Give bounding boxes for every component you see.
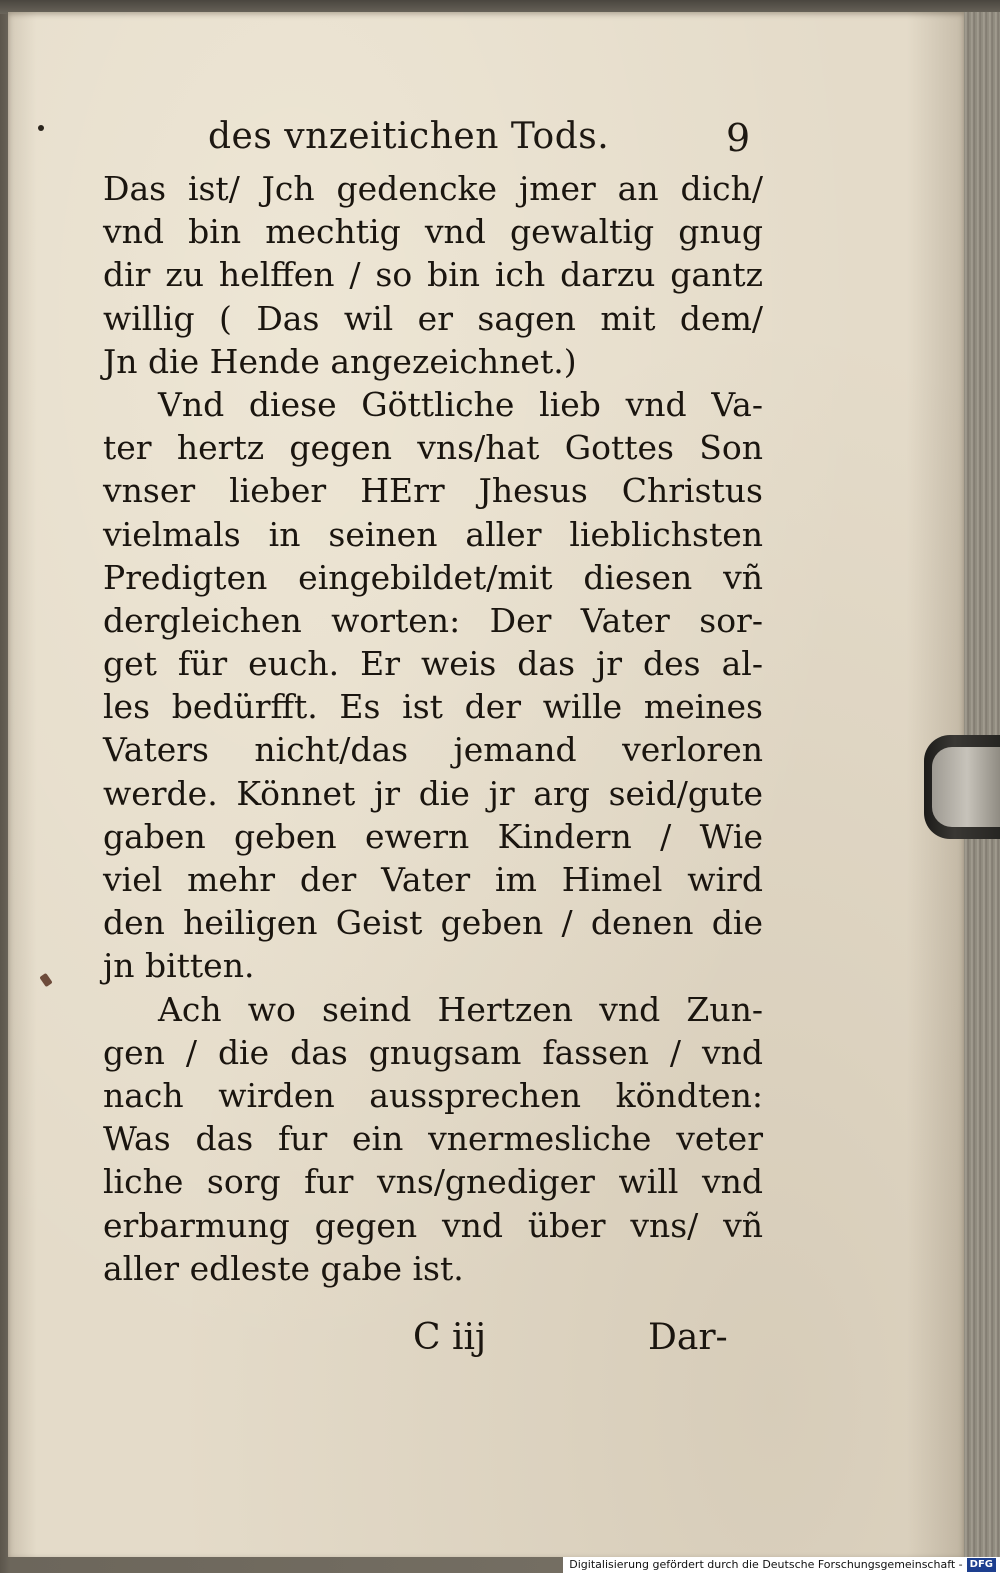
ink-dot-mark	[38, 125, 44, 131]
text-line: Das ist/ Jch gedencke jmer an dich/	[103, 169, 763, 208]
book-page	[8, 12, 964, 1557]
credit-text: Digitalisierung gefördert durch die Deutsche Forschungsgemeinschaft -	[569, 1558, 963, 1571]
page-number: 9	[726, 116, 751, 160]
signature-mark: C iij	[413, 1317, 487, 1358]
book-clamp-pad	[932, 747, 1000, 827]
text-line: aller edleste gabe ist.	[103, 1248, 464, 1288]
text-line: Jn die Hende angezeichnet.)	[103, 341, 577, 381]
text-line: dergleichen worten: Der Vater sor-	[103, 600, 763, 640]
book-clamp	[924, 735, 1000, 839]
text-line: willig ( Das wil er sagen mit dem/	[103, 298, 763, 338]
text-line: nach wirden aussprechen köndten:	[103, 1075, 763, 1115]
text-line: werde. Könnet jr die jr arg seid/gute	[103, 773, 763, 813]
text-line: ter hertz gegen vns/hat Gottes Son	[103, 428, 763, 468]
text-line: gen / die das gnugsam fassen / vnd	[103, 1032, 763, 1072]
text-line: vnser lieber HErr Jhesus Christus	[103, 471, 763, 511]
running-head: des vnzeitichen Tods.	[208, 116, 610, 157]
text-line: gaben geben ewern Kindern / Wie	[103, 816, 763, 856]
text-line: Ach wo seind Hertzen vnd Zun-	[158, 989, 763, 1029]
text-line: erbarmung gegen vnd über vns/ vñ	[103, 1205, 763, 1245]
text-line: Vaters nicht/das jemand verloren	[103, 730, 763, 770]
text-line: viel mehr der Vater im Himel wird	[103, 860, 763, 899]
text-line: dir zu helffen / so bin ich darzu gantz	[103, 255, 763, 295]
digitization-credit	[563, 1557, 1000, 1573]
body-text	[103, 167, 763, 1290]
text-line: les bedürfft. Es ist der wille meines	[103, 687, 763, 727]
margin-stain-mark	[39, 973, 52, 987]
text-line: vnd bin mechtig vnd gewaltig gnug	[103, 212, 763, 252]
text-line: Vnd diese Göttliche lieb vnd Va-	[158, 384, 763, 424]
text-line: liche sorg fur vns/gnediger will vnd	[103, 1162, 763, 1202]
text-line: get für euch. Er weis das jr des al-	[103, 644, 763, 684]
dfg-logo: DFG	[967, 1558, 996, 1572]
text-line: den heiligen Geist geben / denen die	[103, 903, 763, 943]
text-line: Was das fur ein vnermesliche veter	[103, 1119, 763, 1159]
text-line: Predigten eingebildet/mit diesen vñ	[103, 557, 763, 597]
text-line: jn bitten.	[103, 946, 255, 986]
text-line: vielmals in seinen aller lieblichsten	[103, 514, 763, 554]
catchword: Dar-	[648, 1317, 728, 1358]
